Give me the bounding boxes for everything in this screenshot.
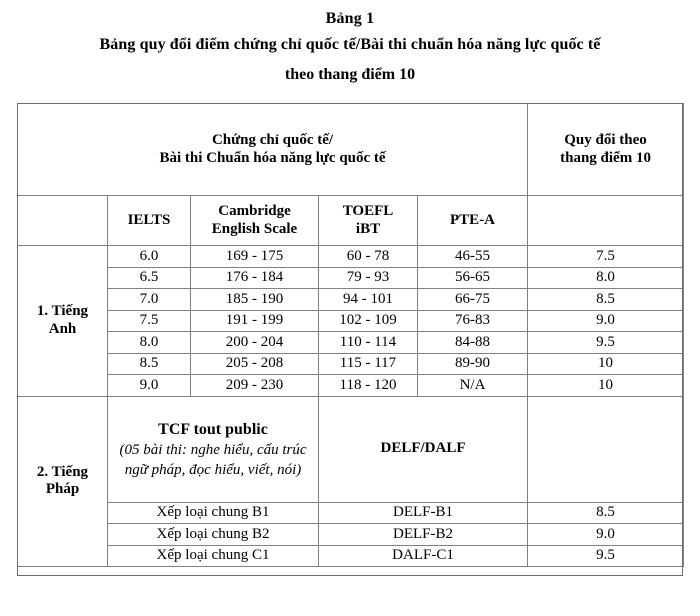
table-row <box>18 353 684 375</box>
column-header-cambridge-line-2: English Scale <box>211 220 298 237</box>
table-row <box>18 545 684 567</box>
header-cell-conversion-score <box>528 104 684 196</box>
header-certificates-line-1: Chứng chỉ quốc tế/ <box>211 132 334 149</box>
cell-delf-certificate: DELF-B1 <box>319 502 528 524</box>
column-header-cambridge <box>191 196 319 246</box>
cell-pte: 84-88 <box>418 332 528 354</box>
section-label-french-line-2: Pháp <box>45 481 80 498</box>
tcf-exam-title: TCF tout public <box>158 420 268 438</box>
cell-pte: 89-90 <box>418 353 528 375</box>
table-number-heading: Bảng 1 <box>325 10 375 27</box>
header-certificates-line-2: Bài thi Chuẩn hóa năng lực quốc tế <box>159 149 386 166</box>
cell-delf-dalf-header: DELF/DALF <box>319 396 528 502</box>
cell-ielts: 6.0 <box>108 246 191 268</box>
cell-ielts: 7.5 <box>108 310 191 332</box>
cell-score: 8.0 <box>528 267 684 289</box>
table-body <box>18 104 684 567</box>
cell-cambridge: 205 - 208 <box>191 353 319 375</box>
table-row <box>18 502 684 524</box>
cell-tcf-level: Xếp loại chung B1 <box>108 502 319 524</box>
table-header-row-columns <box>18 196 684 246</box>
cell-score: 10 <box>528 353 684 375</box>
cell-toefl: 60 - 78 <box>319 246 418 268</box>
cell-ielts: 8.0 <box>108 332 191 354</box>
table-row-french-header <box>18 396 684 502</box>
header-cell-category-blank <box>18 196 108 246</box>
cell-cambridge: 169 - 175 <box>191 246 319 268</box>
score-conversion-table <box>17 103 684 567</box>
cell-toefl: 110 - 114 <box>319 332 418 354</box>
tcf-exam-subtitle: (05 bài thi: nghe hiểu, cấu trúc ngữ pháp, đọc hiểu, viết, nói) <box>119 441 307 478</box>
cell-ielts: 6.5 <box>108 267 191 289</box>
cell-toefl: 102 - 109 <box>319 310 418 332</box>
cell-tcf-exam-description <box>108 396 319 502</box>
cell-toefl: 118 - 120 <box>319 375 418 397</box>
table-header-row-main <box>18 104 684 196</box>
cell-cambridge: 200 - 204 <box>191 332 319 354</box>
title-block <box>0 8 700 90</box>
cell-ielts: 9.0 <box>108 375 191 397</box>
section-label-english-line-1: 1. Tiếng <box>36 303 89 320</box>
cell-pte: 56-65 <box>418 267 528 289</box>
cell-toefl: 79 - 93 <box>319 267 418 289</box>
cell-french-score-blank <box>528 396 684 502</box>
table-row <box>18 524 684 546</box>
document-title-line-1: Bảng quy đổi điểm chứng chỉ quốc tế/Bài thi chuẩn hóa năng lực quốc tế <box>99 36 601 53</box>
table-row <box>18 310 684 332</box>
table-row <box>18 375 684 397</box>
cell-score: 7.5 <box>528 246 684 268</box>
cell-toefl: 94 - 101 <box>319 289 418 311</box>
cell-tcf-level: Xếp loại chung C1 <box>108 545 319 567</box>
cell-score: 9.5 <box>528 332 684 354</box>
conversion-table-container <box>17 103 683 567</box>
cell-tcf-level: Xếp loại chung B2 <box>108 524 319 546</box>
header-cell-score-blank <box>528 196 684 246</box>
section-label-french-line-1: 2. Tiếng <box>36 463 89 480</box>
cell-score: 9.0 <box>528 524 684 546</box>
cell-pte: 76-83 <box>418 310 528 332</box>
cell-score: 8.5 <box>528 502 684 524</box>
column-header-cambridge-line-1: Cambridge <box>218 203 291 220</box>
table-row <box>18 289 684 311</box>
cell-delf-certificate: DELF-B2 <box>319 524 528 546</box>
cell-pte: N/A <box>418 375 528 397</box>
cell-score: 9.5 <box>528 545 684 567</box>
cell-cambridge: 209 - 230 <box>191 375 319 397</box>
cell-delf-certificate: DALF-C1 <box>319 545 528 567</box>
cell-score: 10 <box>528 375 684 397</box>
section-label-english <box>18 246 108 397</box>
column-header-toefl-line-2: iBT <box>355 220 381 237</box>
cell-cambridge: 185 - 190 <box>191 289 319 311</box>
header-score-line-2: thang điểm 10 <box>560 149 651 166</box>
column-header-ielts: IELTS <box>108 196 191 246</box>
header-score-line-1: Quy đổi theo <box>564 132 647 149</box>
column-header-pte: PTE-A <box>418 196 528 246</box>
cell-pte: 66-75 <box>418 289 528 311</box>
cell-score: 9.0 <box>528 310 684 332</box>
cell-pte: 46-55 <box>418 246 528 268</box>
table-row <box>18 267 684 289</box>
table-row <box>18 332 684 354</box>
column-header-toefl <box>319 196 418 246</box>
column-header-toefl-line-1: TOEFL <box>342 203 394 220</box>
table-row <box>18 246 684 268</box>
cell-toefl: 115 - 117 <box>319 353 418 375</box>
section-label-english-line-2: Anh <box>48 320 77 337</box>
header-cell-certificates <box>18 104 528 196</box>
cell-score: 8.5 <box>528 289 684 311</box>
document-title-line-2: theo thang điểm 10 <box>284 66 416 83</box>
cell-ielts: 8.5 <box>108 353 191 375</box>
cell-cambridge: 176 - 184 <box>191 267 319 289</box>
section-label-french <box>18 396 108 567</box>
cell-cambridge: 191 - 199 <box>191 310 319 332</box>
cell-ielts: 7.0 <box>108 289 191 311</box>
